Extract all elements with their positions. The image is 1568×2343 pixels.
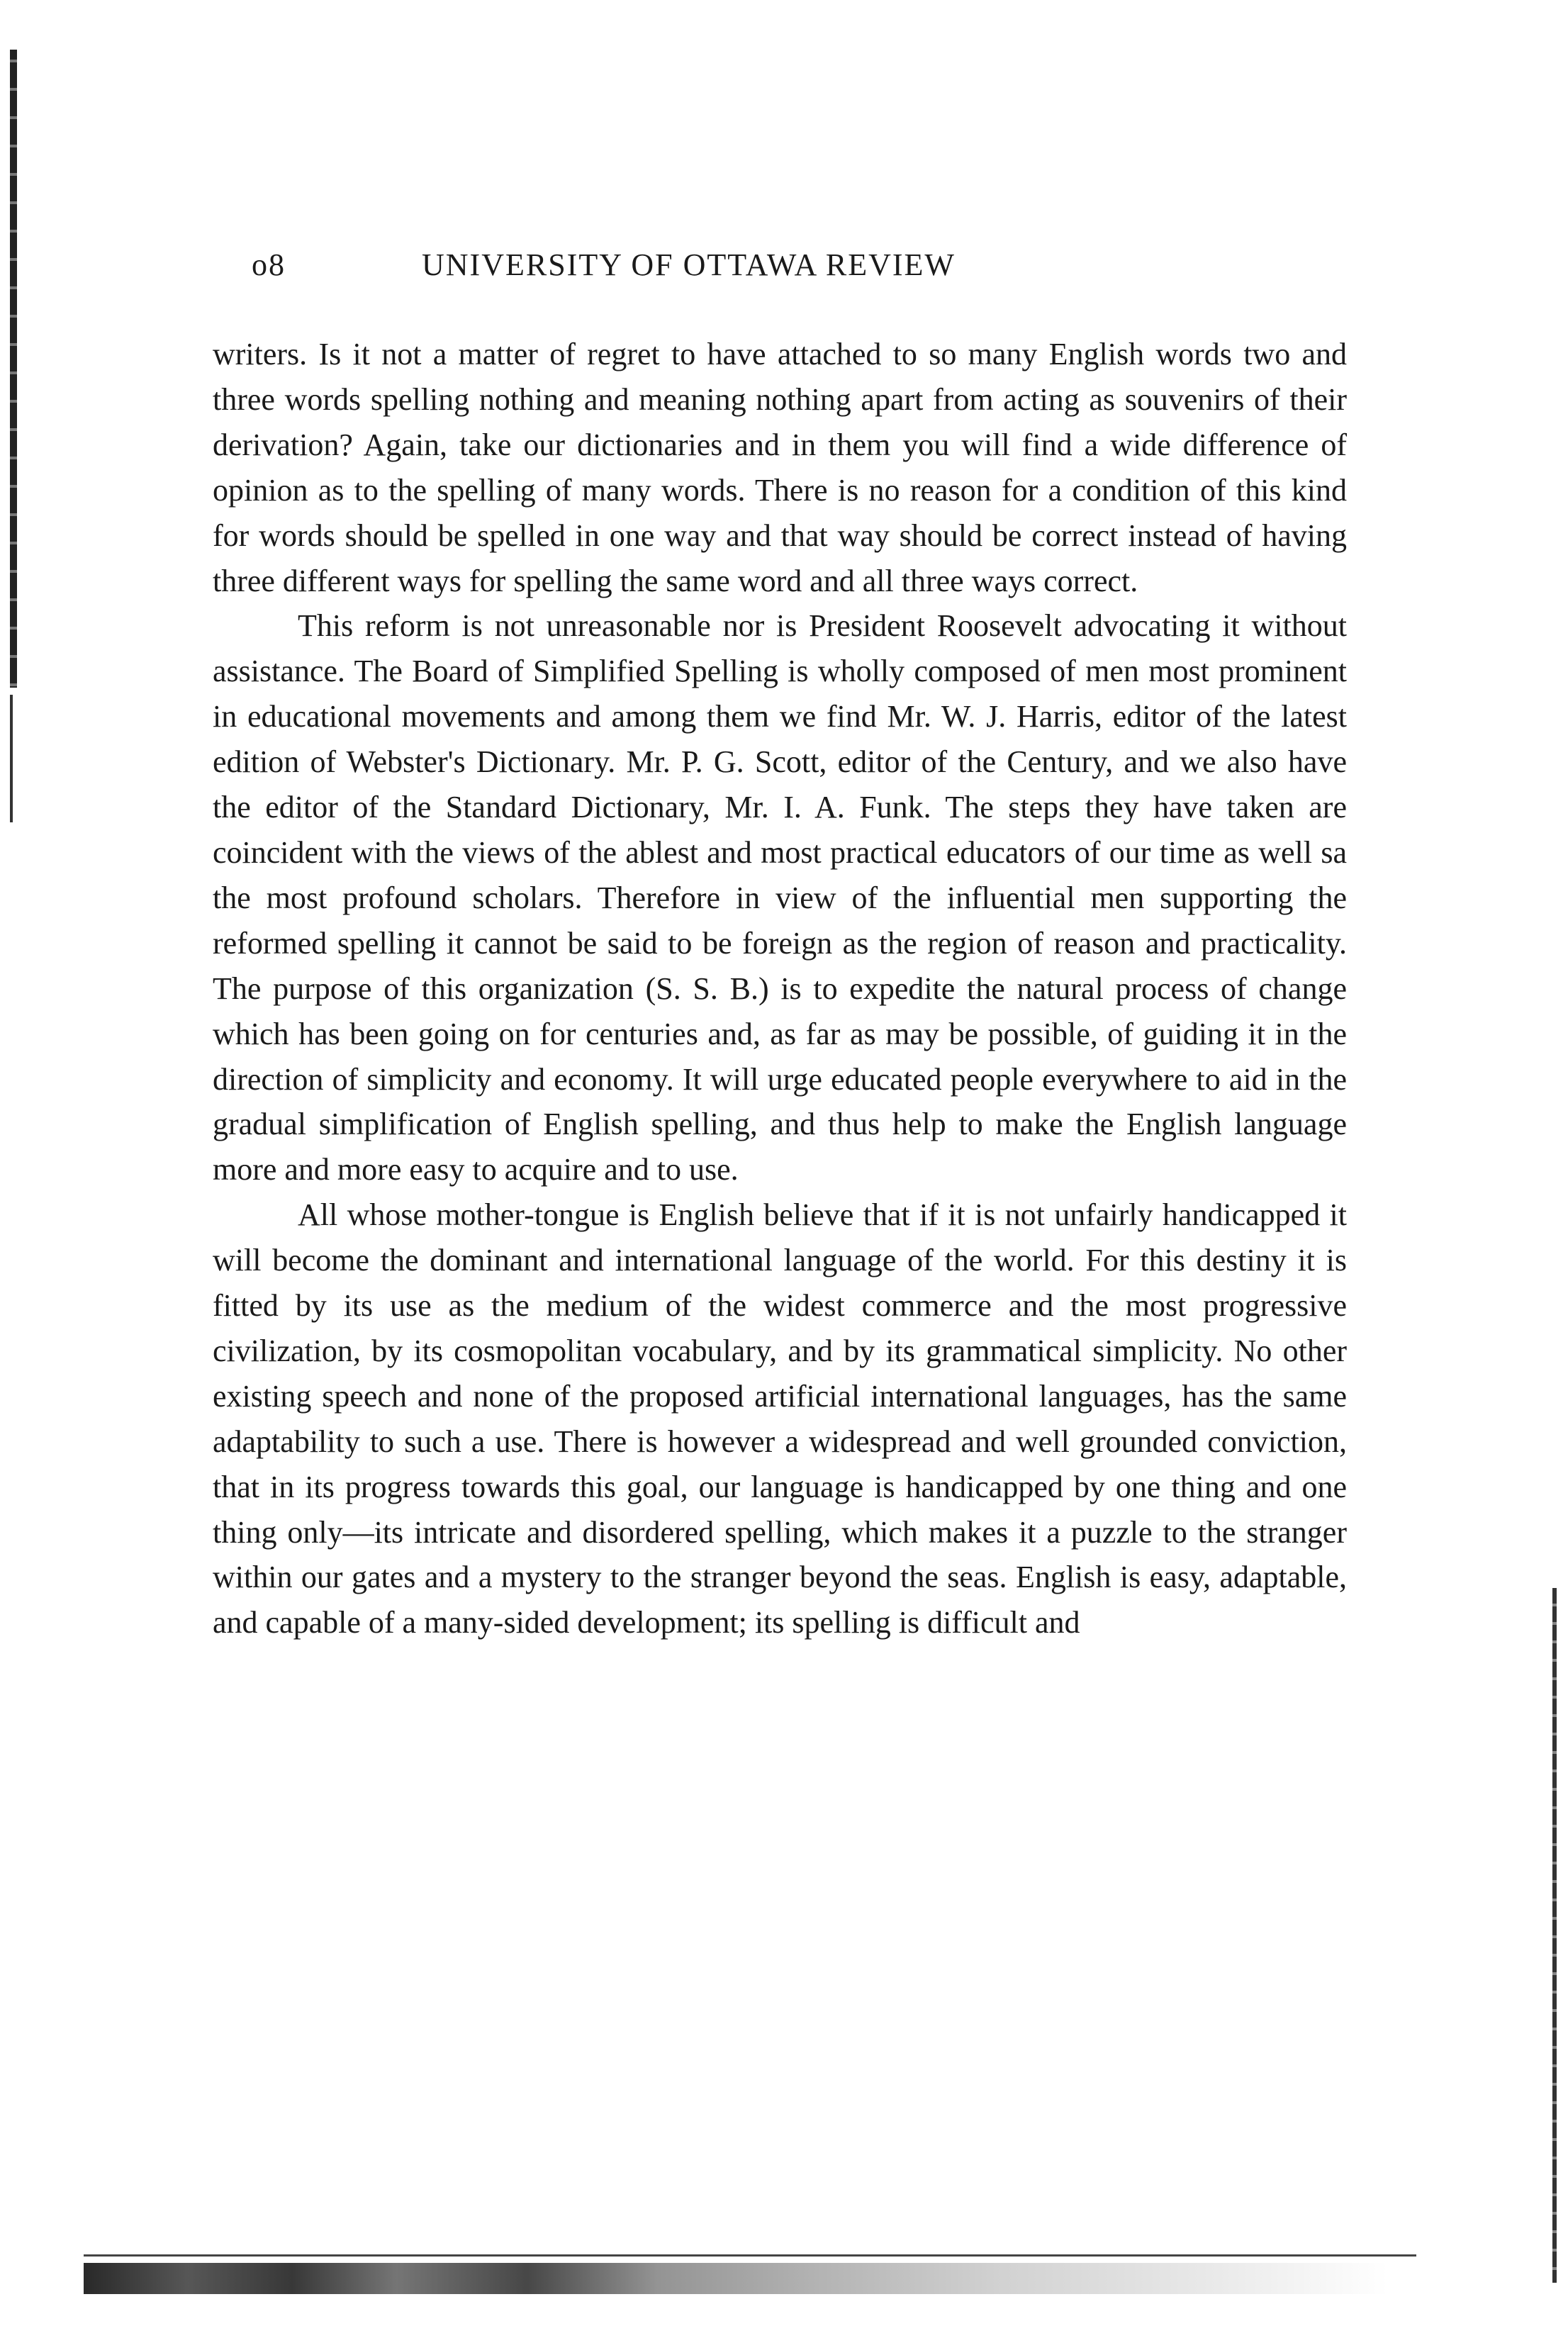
left-binding-mark xyxy=(10,695,13,822)
paragraph-2: This reform is not unreasonable nor is President Roosevelt advocating it without assistance. The Board of Simplified Spelling is wholly composed of men most prominent in educational movements and among them we find Mr. W. J. Harris, editor of the latest edition of Webster's Dictionary. Mr. P. G. Scott, editor of the Century, and we also have the editor of the Standard Dictionary, Mr. I. A. Funk. The steps they have taken are coincident with the views of the ablest and most practical educators of our time as well sa the most profound scholars. Therefore in view of the influential men supporting the reformed spelling it cannot be said to be foreign as the region of reason and practicality. The purpose of this organization (S. S. B.) is to expedite the natural process of change which has been going on for centuries and, as far as may be possible, of guiding it in the direction of simplicity and economy. It will urge educated people everywhere to aid in the gradual simplification of English spelling, and thus help to make the English language more and more easy to acquire and to use. xyxy=(213,608,1347,1187)
page-number: o8 xyxy=(252,247,286,282)
paragraph-1: writers. Is it not a matter of regret to have attached to so many English words two and three words spelling nothing and meaning nothing apart from acting as souvenirs of their derivation? Again, take our dictionaries and in them you will find a wide difference of opinion as to the spelling of many words. There is no reason for a condition of this kind for words should be spelled in one way and that way should be correct instead of having three different ways for spelling the same word and all three ways correct. xyxy=(213,337,1347,598)
bottom-scan-line xyxy=(84,2254,1416,2257)
paragraph-3: All whose mother-tongue is English believe that if it is not unfairly handicapped it will become the dominant and international language of the world. For this destiny it is fitted by its use as the medium of the widest commerce and the most progressive civilization, by its cosmopolitan vocabulary, and by its grammatical simplicity. No other existing speech and none of the proposed artificial international languages, has the same adaptability to such a use. There is however a widespread and well grounded conviction, that in its progress towards this goal, our language is handicapped by one thing and one thing only—its intricate and disordered spelling, which makes it a puzzle to the stranger within our gates and a mystery to the stranger beyond the seas. English is easy, adaptable, and capable of a many-sided development; its spelling is difficult and xyxy=(213,1197,1347,1640)
body-text xyxy=(213,332,1347,1645)
page-header xyxy=(252,247,1173,303)
bottom-scan-strip xyxy=(84,2263,1388,2294)
running-title: UNIVERSITY OF OTTAWA REVIEW xyxy=(422,247,956,282)
right-binding-edge xyxy=(1552,1588,1557,2283)
left-binding-edge xyxy=(10,50,17,688)
